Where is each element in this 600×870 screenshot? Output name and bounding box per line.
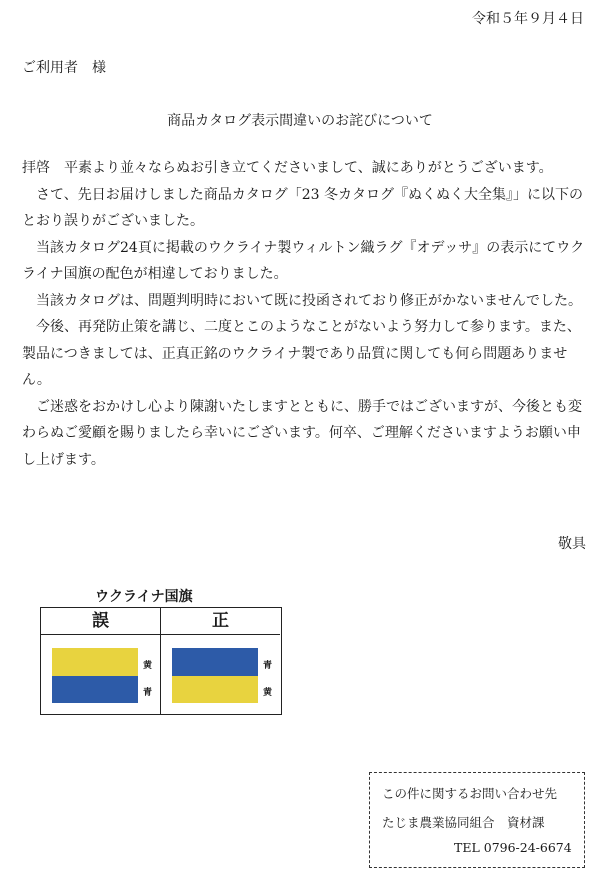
wrong-flag-bottom-label: 青 [143, 688, 153, 698]
wrong-header: 誤 [41, 608, 160, 635]
contact-organization: たじま農業協同組合 資材課 [382, 815, 545, 830]
correct-flag-top-label: 青 [263, 661, 273, 671]
letter-subject: 商品カタログ表示間違いのお詫びについて [167, 113, 433, 129]
wrong-flag-top-stripe [52, 648, 138, 676]
wrong-flag-top-label: 黄 [143, 661, 153, 671]
flag-figure-title: ウクライナ国旗 [95, 589, 193, 605]
correct-flag-top-stripe [172, 648, 258, 676]
correct-column [161, 608, 280, 714]
contact-heading: この件に関するお問い合わせ先 [382, 786, 558, 801]
correct-flag [172, 648, 258, 703]
wrong-column [41, 608, 161, 714]
paragraph-error-detail: 当該カタログ24頁に掲載のウクライナ製ウィルトン織ラグ『オデッサ』の表示にてウクライナ国旗の配色が相違しておりました。 [22, 239, 585, 282]
addressee: ご利用者 様 [22, 60, 106, 76]
wrong-flag [52, 648, 138, 703]
wrong-flag-bottom-stripe [52, 676, 138, 704]
flag-comparison-table [40, 607, 282, 715]
closing: 敬具 [558, 536, 586, 552]
letter-date: 令和５年９月４日 [472, 11, 584, 27]
correct-header: 正 [161, 608, 280, 635]
correct-flag-bottom-label: 黄 [263, 688, 273, 698]
paragraph-catalog-status: 当該カタログは、問題判明時において既に投函されており修正がかないませんでした。 [36, 292, 582, 309]
contact-phone: TEL 0796-24-6674 [454, 840, 572, 855]
paragraph-greeting: 拝啓 平素より並々ならぬお引き立てくださいまして、誠にありがとうございます。 [22, 160, 553, 176]
letter-body [22, 155, 590, 473]
paragraph-prevention: 今後、再発防止策を講じ、二度とこのようなことがないよう努力して参ります。また、製品につきましては、正真正銘のウクライナ製であり品質に関しても何ら問題ありません。 [22, 319, 581, 388]
contact-box [369, 772, 585, 868]
correct-flag-bottom-stripe [172, 676, 258, 704]
paragraph-apology: ご迷惑をおかけし心より陳謝いたしますとともに、勝手ではございますが、今後とも変わらぬご愛顧を賜りましたら幸いにございます。何卒、ご理解くださいますようお願い申し上げます。 [22, 398, 582, 468]
paragraph-error-notice: さて、先日お届けしました商品カタログ「23 冬カタログ『ぬくぬく大全集』」に以下のとおり誤りがございました。 [22, 186, 583, 229]
